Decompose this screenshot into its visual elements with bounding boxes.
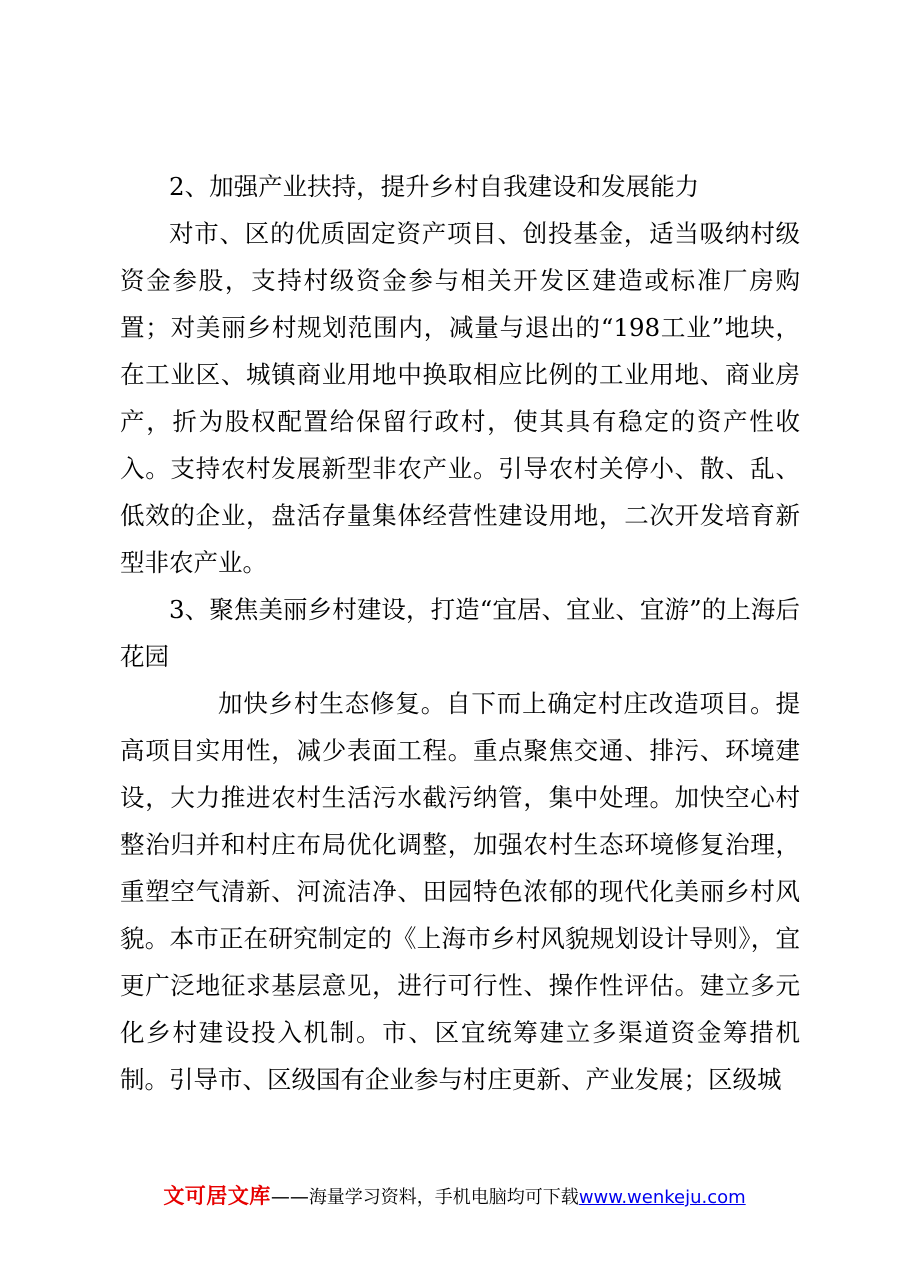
footer-dash: —— [270,1186,309,1208]
body-paragraph: 加快乡村生态修复。自下而上确定村庄改造项目。提高项目实用性，减少表面工程。重点聚焦交通、排污、环境建设，大力推进农村生活污水截污纳管，集中处理。加快空心村整治归并和村庄布局优化调整，加强农村生态环境修复治理，重塑空气清新、河流洁净、田园特色浓郁的现代化美丽乡村风貌。本市正在研究制定的《上海市乡村风貌规划设计导则》，宜更广泛地征求基层意见，进行可行性、操作性评估。建立多元化乡村建设投入机制。市、区宜统筹建立多渠道资金筹措机制。引导市、区级国有企业参与村庄更新、产业发展；区级城 [120,689,800,1094]
footer-tagline: 海量学习资料，手机电脑均可下载 [308,1187,579,1208]
section-heading-2: 2、加强产业扶持，提升乡村自我建设和发展能力 [169,172,700,201]
document-body [120,163,800,1103]
website-link[interactable]: www.wenkeju.com [578,1187,746,1208]
body-paragraph: 对市、区的优质固定资产项目、创投基金，适当吸纳村级资金参股，支持村级资金参与相关开发区建造或标准厂房购置；对美丽乡村规划范围内，减量与退出的“198工业”地块，在工业区、城镇商业用地中换取相应比例的工业用地、商业房产，折为股权配置给保留行政村，使其具有稳定的资产性收入。支持农村发展新型非农产业。引导农村关停小、散、乱、低效的企业，盘活存量集体经营性建设用地，二次开发培育新型非农产业。 [120,219,800,577]
section-heading-3: 3、聚焦美丽乡村建设，打造“宜居、宜业、宜游”的上海后花园 [120,595,800,671]
brand-name: 文可居文库 [163,1184,271,1208]
footer-banner [0,1180,909,1212]
